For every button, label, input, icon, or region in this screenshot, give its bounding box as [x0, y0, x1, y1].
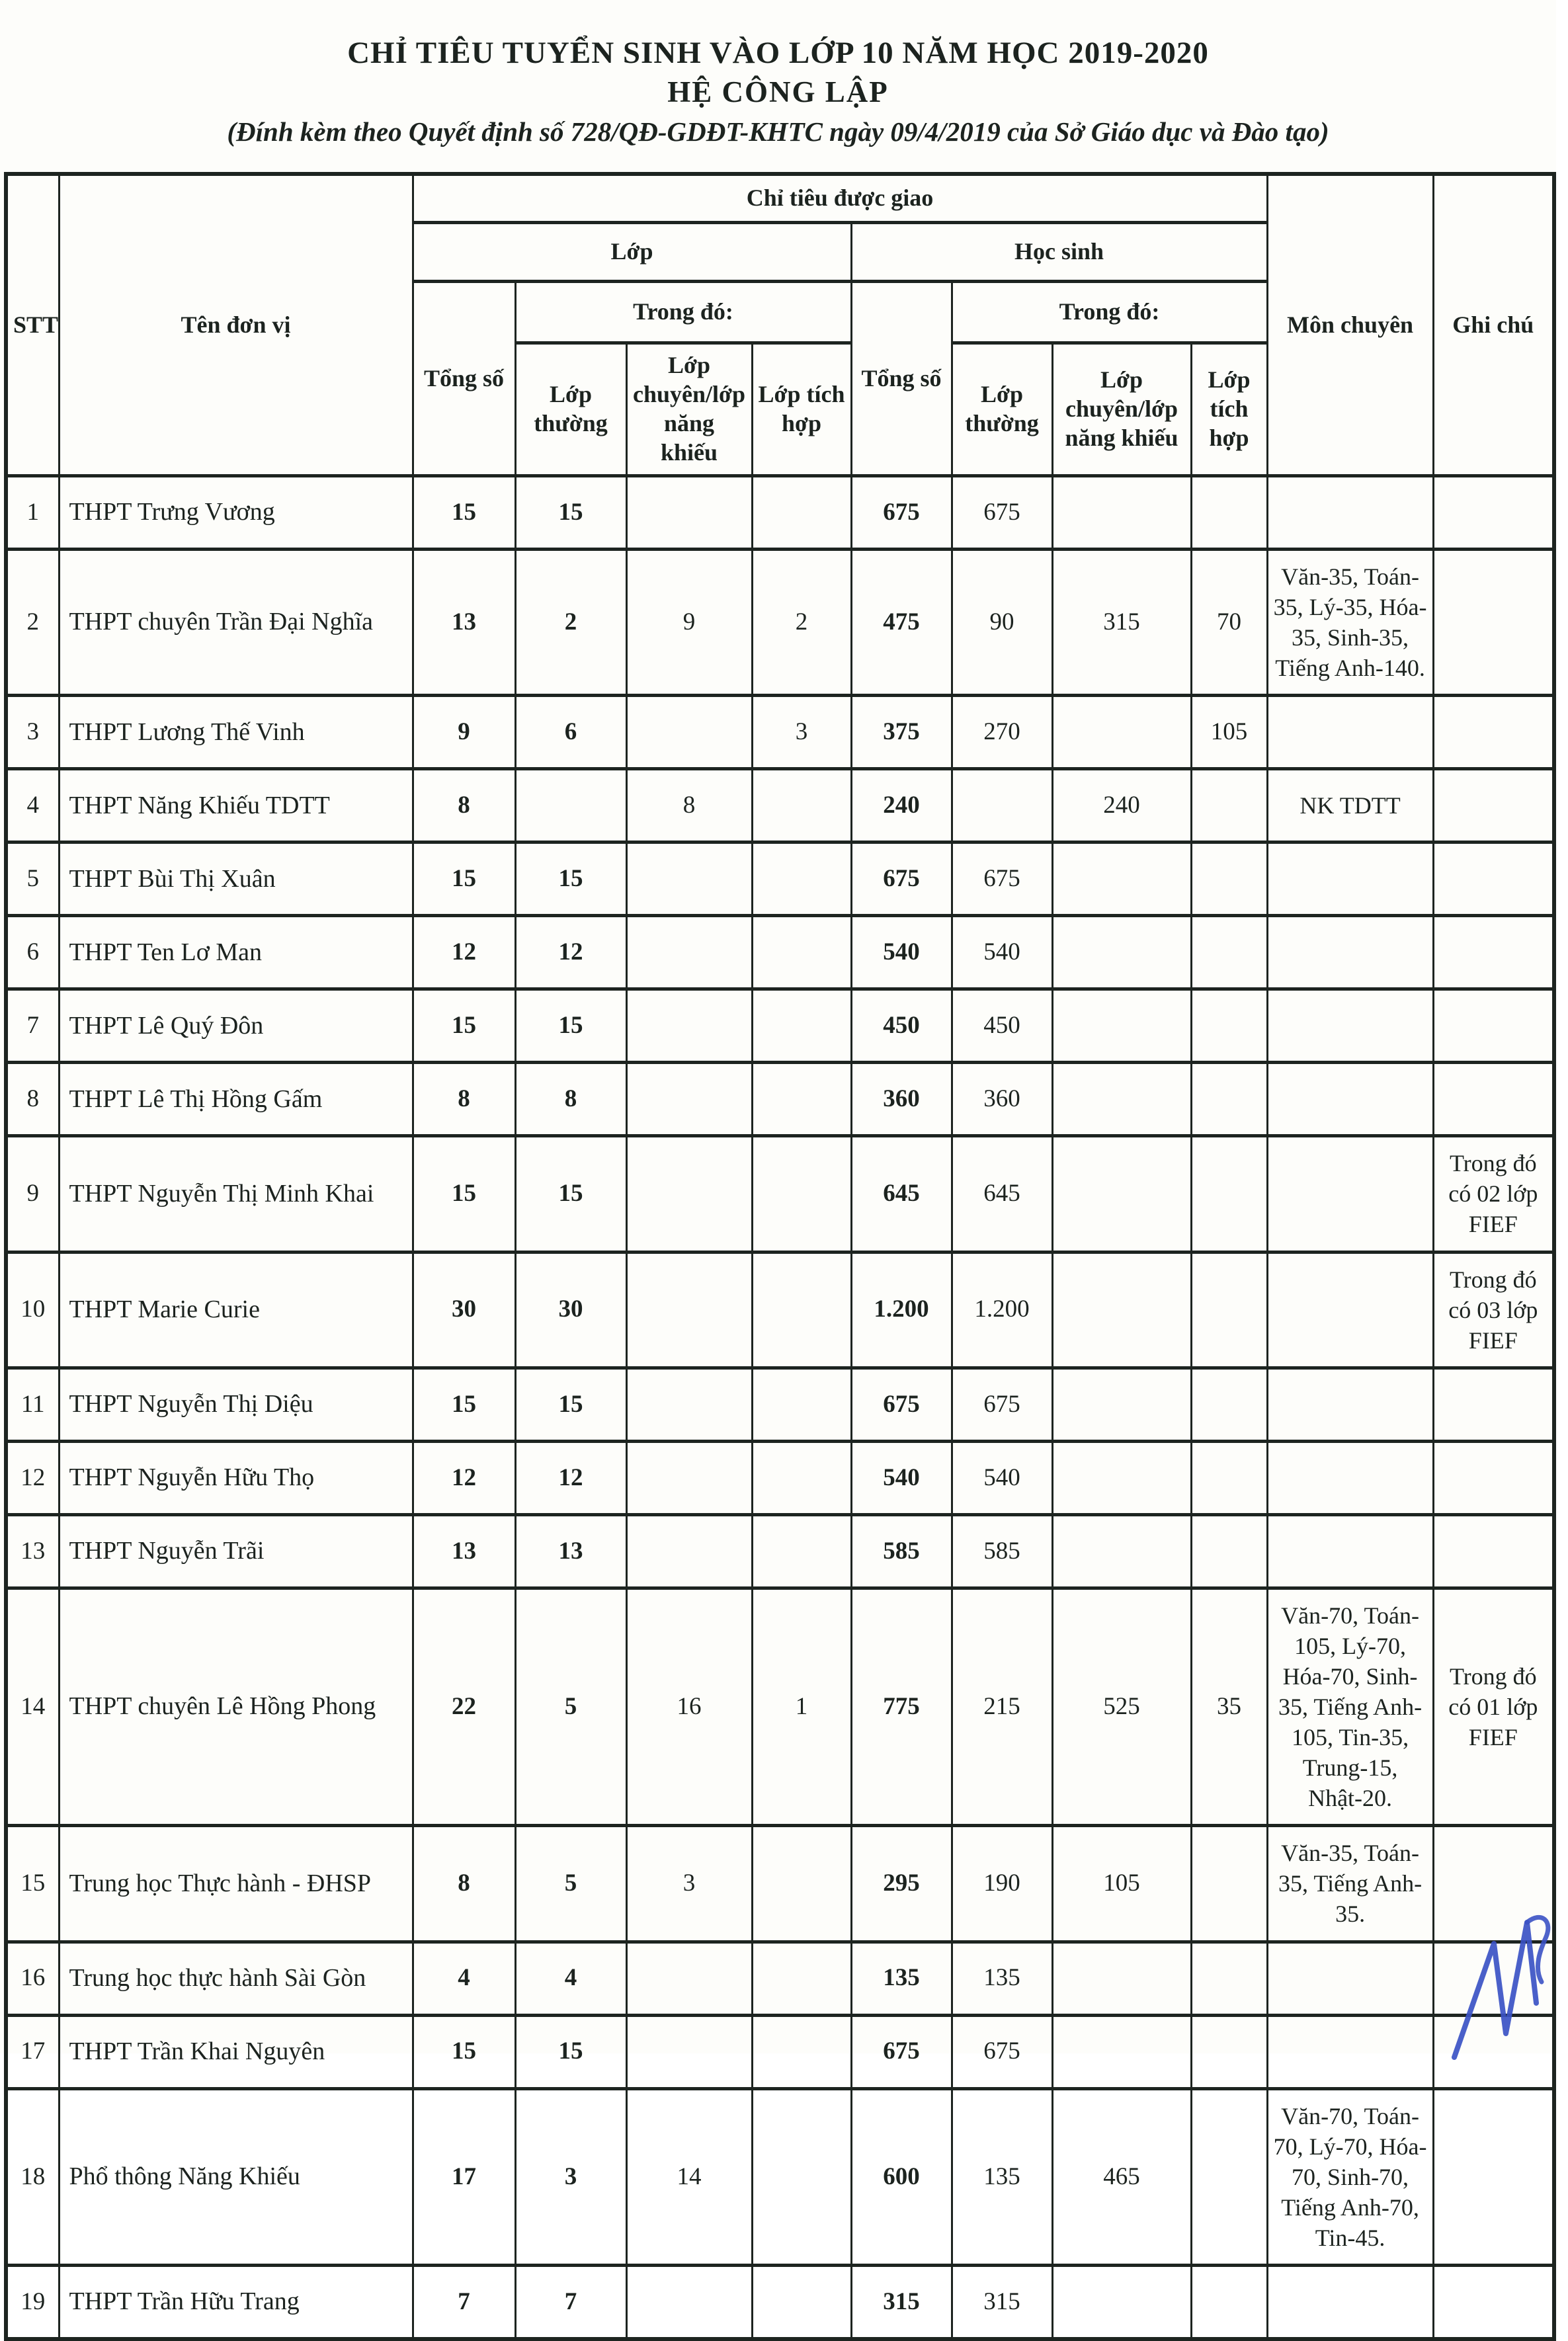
cell-hs-tich-hop: [1191, 769, 1267, 842]
cell-ghi-chu: [1433, 1063, 1554, 1136]
cell-mon-chuyen: Văn-70, Toán-70, Lý-70, Hóa-70, Sinh-70, Tiếng Anh-70, Tin-45.: [1267, 2088, 1433, 2265]
cell-hs-tong: 775: [851, 1588, 952, 1826]
enrollment-quota-table: [4, 172, 1556, 2341]
cell-school-name: THPT Lê Quý Đôn: [59, 989, 413, 1063]
cell-lop-tong: 8: [413, 769, 515, 842]
table-row: [6, 1942, 1554, 2015]
cell-stt: 9: [6, 1136, 59, 1252]
cell-hs-chuyen: [1052, 696, 1191, 769]
table-body: [6, 476, 1554, 2339]
cell-hs-tich-hop: [1191, 989, 1267, 1063]
cell-school-name: Phổ thông Năng Khiếu: [59, 2088, 413, 2265]
cell-stt: 5: [6, 842, 59, 916]
cell-hs-thuong: 645: [952, 1136, 1052, 1252]
cell-lop-tich-hop: 2: [752, 550, 851, 696]
cell-stt: 1: [6, 476, 59, 550]
cell-lop-thuong: 15: [515, 476, 626, 550]
cell-lop-tich-hop: [752, 916, 851, 989]
header-hs-lop-thuong: Lớp thường: [952, 343, 1052, 476]
table-row: [6, 1252, 1554, 1368]
cell-mon-chuyen: [1267, 2265, 1433, 2339]
cell-lop-tong: 15: [413, 2015, 515, 2088]
cell-lop-thuong: [515, 769, 626, 842]
cell-hs-tong: 540: [851, 1441, 952, 1514]
cell-mon-chuyen: [1267, 2015, 1433, 2088]
cell-mon-chuyen: [1267, 1136, 1433, 1252]
cell-hs-chuyen: [1052, 1441, 1191, 1514]
cell-ghi-chu: [1433, 916, 1554, 989]
cell-hs-chuyen: [1052, 2015, 1191, 2088]
cell-lop-chuyen: [626, 1368, 752, 1441]
cell-hs-thuong: 450: [952, 989, 1052, 1063]
cell-hs-tong: 475: [851, 550, 952, 696]
cell-mon-chuyen: [1267, 476, 1433, 550]
cell-ghi-chu: [1433, 2265, 1554, 2339]
cell-hs-thuong: 675: [952, 842, 1052, 916]
cell-hs-tich-hop: [1191, 1136, 1267, 1252]
cell-lop-thuong: 15: [515, 989, 626, 1063]
cell-hs-thuong: 135: [952, 1942, 1052, 2015]
cell-lop-tich-hop: [752, 769, 851, 842]
header-lop-tich-hop: Lớp tích hợp: [752, 343, 851, 476]
cell-lop-thuong: 7: [515, 2265, 626, 2339]
cell-lop-chuyen: [626, 2265, 752, 2339]
cell-mon-chuyen: [1267, 1368, 1433, 1441]
cell-mon-chuyen: [1267, 1441, 1433, 1514]
cell-mon-chuyen: [1267, 696, 1433, 769]
cell-hs-tich-hop: [1191, 1514, 1267, 1588]
cell-lop-thuong: 5: [515, 1588, 626, 1826]
cell-hs-thuong: 675: [952, 1368, 1052, 1441]
cell-hs-tich-hop: [1191, 476, 1267, 550]
cell-hs-tich-hop: [1191, 1252, 1267, 1368]
header-lop-tong-so: Tổng số: [413, 282, 515, 476]
cell-lop-chuyen: [626, 476, 752, 550]
cell-hs-tong: 135: [851, 1942, 952, 2015]
cell-hs-thuong: 360: [952, 1063, 1052, 1136]
table-row: [6, 916, 1554, 989]
header-stt: STT: [6, 174, 59, 476]
table-row: [6, 1588, 1554, 1826]
cell-lop-tich-hop: [752, 476, 851, 550]
cell-lop-tich-hop: [752, 1514, 851, 1588]
cell-hs-chuyen: [1052, 1368, 1191, 1441]
cell-hs-thuong: 190: [952, 1826, 1052, 1942]
cell-hs-thuong: 270: [952, 696, 1052, 769]
cell-hs-tich-hop: 35: [1191, 1588, 1267, 1826]
cell-hs-thuong: 315: [952, 2265, 1052, 2339]
document-title: CHỈ TIÊU TUYỂN SINH VÀO LỚP 10 NĂM HỌC 2019-2020: [347, 36, 1209, 70]
cell-lop-thuong: 15: [515, 2015, 626, 2088]
cell-hs-tong: 450: [851, 989, 952, 1063]
cell-lop-tong: 22: [413, 1588, 515, 1826]
cell-mon-chuyen: [1267, 1514, 1433, 1588]
cell-hs-chuyen: [1052, 916, 1191, 989]
cell-lop-tich-hop: [752, 2015, 851, 2088]
cell-school-name: THPT Marie Curie: [59, 1252, 413, 1368]
header-chi-tieu-duoc-giao: Chỉ tiêu được giao: [413, 174, 1267, 223]
cell-hs-tong: 1.200: [851, 1252, 952, 1368]
cell-hs-tong: 675: [851, 842, 952, 916]
cell-lop-tong: 8: [413, 1063, 515, 1136]
cell-lop-tong: 9: [413, 696, 515, 769]
cell-ghi-chu: [1433, 696, 1554, 769]
cell-lop-chuyen: [626, 1252, 752, 1368]
cell-mon-chuyen: [1267, 1252, 1433, 1368]
cell-lop-tich-hop: [752, 1942, 851, 2015]
cell-lop-thuong: 6: [515, 696, 626, 769]
cell-hs-thuong: 135: [952, 2088, 1052, 2265]
cell-hs-thuong: [952, 769, 1052, 842]
cell-hs-tich-hop: [1191, 2265, 1267, 2339]
cell-ghi-chu: [1433, 989, 1554, 1063]
cell-hs-tong: 675: [851, 1368, 952, 1441]
cell-lop-tong: 8: [413, 1826, 515, 1942]
cell-lop-chuyen: [626, 1136, 752, 1252]
cell-ghi-chu: [1433, 1368, 1554, 1441]
cell-stt: 3: [6, 696, 59, 769]
cell-hs-thuong: 585: [952, 1514, 1052, 1588]
cell-lop-chuyen: [626, 916, 752, 989]
table-row: [6, 2265, 1554, 2339]
cell-ghi-chu: [1433, 2088, 1554, 2265]
cell-hs-tich-hop: [1191, 1063, 1267, 1136]
cell-hs-tich-hop: 105: [1191, 696, 1267, 769]
cell-hs-thuong: 215: [952, 1588, 1052, 1826]
cell-ghi-chu: [1433, 550, 1554, 696]
cell-ghi-chu: Trong đó có 03 lớp FIEF: [1433, 1252, 1554, 1368]
cell-lop-thuong: 3: [515, 2088, 626, 2265]
cell-hs-tong: 375: [851, 696, 952, 769]
cell-hs-tong: 240: [851, 769, 952, 842]
cell-lop-tong: 7: [413, 2265, 515, 2339]
cell-school-name: THPT Trưng Vương: [59, 476, 413, 550]
cell-stt: 12: [6, 1441, 59, 1514]
cell-stt: 14: [6, 1588, 59, 1826]
cell-lop-tich-hop: [752, 2265, 851, 2339]
cell-lop-thuong: 12: [515, 1441, 626, 1514]
cell-lop-tich-hop: [752, 2088, 851, 2265]
cell-stt: 7: [6, 989, 59, 1063]
header-lop-chuyen: Lớp chuyên/lớp năng khiếu: [626, 343, 752, 476]
cell-hs-chuyen: 105: [1052, 1826, 1191, 1942]
cell-lop-tich-hop: [752, 842, 851, 916]
cell-school-name: THPT Năng Khiếu TDTT: [59, 769, 413, 842]
cell-stt: 13: [6, 1514, 59, 1588]
cell-stt: 17: [6, 2015, 59, 2088]
cell-school-name: THPT Nguyễn Thị Minh Khai: [59, 1136, 413, 1252]
cell-hs-tong: 585: [851, 1514, 952, 1588]
cell-hs-tich-hop: [1191, 2015, 1267, 2088]
header-hs-trong-do: Trong đó:: [952, 282, 1267, 343]
cell-school-name: THPT Trần Khai Nguyên: [59, 2015, 413, 2088]
cell-lop-thuong: 15: [515, 1136, 626, 1252]
header-hs-lop-tich-hop: Lớp tích hợp: [1191, 343, 1267, 476]
cell-hs-tong: 645: [851, 1136, 952, 1252]
cell-school-name: Trung học Thực hành - ĐHSP: [59, 1826, 413, 1942]
cell-lop-tong: 13: [413, 1514, 515, 1588]
table-row: [6, 476, 1554, 550]
cell-mon-chuyen: Văn-70, Toán-105, Lý-70, Hóa-70, Sinh-35, Tiếng Anh-105, Tin-35, Trung-15, Nhật-20.: [1267, 1588, 1433, 1826]
table-row: [6, 1826, 1554, 1942]
cell-mon-chuyen: NK TDTT: [1267, 769, 1433, 842]
cell-lop-tong: 12: [413, 1441, 515, 1514]
table-header: [6, 174, 1554, 476]
table-row: [6, 1441, 1554, 1514]
cell-school-name: THPT chuyên Lê Hồng Phong: [59, 1588, 413, 1826]
cell-lop-chuyen: 16: [626, 1588, 752, 1826]
cell-school-name: THPT Nguyễn Trãi: [59, 1514, 413, 1588]
cell-stt: 11: [6, 1368, 59, 1441]
table-row: [6, 2015, 1554, 2088]
cell-lop-tong: 15: [413, 842, 515, 916]
cell-mon-chuyen: Văn-35, Toán-35, Tiếng Anh-35.: [1267, 1826, 1433, 1942]
cell-hs-tich-hop: [1191, 1441, 1267, 1514]
cell-hs-thuong: 540: [952, 916, 1052, 989]
cell-hs-chuyen: 315: [1052, 550, 1191, 696]
cell-ghi-chu: [1433, 1826, 1554, 1942]
cell-lop-thuong: 15: [515, 842, 626, 916]
cell-lop-tong: 17: [413, 2088, 515, 2265]
document-attachment-note: (Đính kèm theo Quyết định số 728/QĐ-GDĐT-KHTC ngày 09/4/2019 của Sở Giáo dục và Đào tạo): [227, 116, 1329, 147]
cell-hs-tong: 675: [851, 476, 952, 550]
cell-stt: 2: [6, 550, 59, 696]
header-hs-lop-chuyen: Lớp chuyên/lớp năng khiếu: [1052, 343, 1191, 476]
cell-school-name: THPT Nguyễn Thị Diệu: [59, 1368, 413, 1441]
cell-mon-chuyen: [1267, 989, 1433, 1063]
cell-hs-tong: 540: [851, 916, 952, 989]
cell-mon-chuyen: [1267, 1063, 1433, 1136]
cell-school-name: THPT Bùi Thị Xuân: [59, 842, 413, 916]
cell-lop-tich-hop: [752, 989, 851, 1063]
cell-ghi-chu: [1433, 1942, 1554, 2015]
cell-hs-tong: 675: [851, 2015, 952, 2088]
cell-stt: 19: [6, 2265, 59, 2339]
cell-hs-tich-hop: [1191, 2088, 1267, 2265]
cell-hs-tich-hop: [1191, 1826, 1267, 1942]
cell-lop-tong: 15: [413, 1136, 515, 1252]
cell-hs-chuyen: 525: [1052, 1588, 1191, 1826]
table-row: [6, 769, 1554, 842]
cell-lop-tich-hop: [752, 1368, 851, 1441]
header-lop-thuong: Lớp thường: [515, 343, 626, 476]
cell-school-name: THPT Lê Thị Hồng Gấm: [59, 1063, 413, 1136]
table-row: [6, 1136, 1554, 1252]
cell-stt: 8: [6, 1063, 59, 1136]
cell-lop-tong: 15: [413, 989, 515, 1063]
header-hs-tong-so: Tổng số: [851, 282, 952, 476]
cell-hs-chuyen: [1052, 842, 1191, 916]
cell-lop-tich-hop: [752, 1063, 851, 1136]
document-subtitle-system: HỆ CÔNG LẬP: [667, 75, 889, 108]
cell-hs-tich-hop: [1191, 916, 1267, 989]
cell-stt: 15: [6, 1826, 59, 1942]
cell-lop-tong: 15: [413, 476, 515, 550]
header-mon-chuyen: Môn chuyên: [1267, 174, 1433, 476]
cell-ghi-chu: [1433, 1441, 1554, 1514]
cell-lop-thuong: 2: [515, 550, 626, 696]
cell-school-name: THPT Lương Thế Vinh: [59, 696, 413, 769]
header-lop-trong-do: Trong đó:: [515, 282, 851, 343]
cell-hs-tich-hop: [1191, 842, 1267, 916]
cell-hs-chuyen: [1052, 989, 1191, 1063]
cell-lop-chuyen: [626, 1063, 752, 1136]
header-lop-group: Lớp: [413, 223, 851, 282]
cell-lop-chuyen: [626, 1942, 752, 2015]
cell-lop-tich-hop: 1: [752, 1588, 851, 1826]
table-row: [6, 1368, 1554, 1441]
cell-school-name: THPT chuyên Trần Đại Nghĩa: [59, 550, 413, 696]
table-row: [6, 696, 1554, 769]
cell-stt: 10: [6, 1252, 59, 1368]
cell-lop-thuong: 15: [515, 1368, 626, 1441]
cell-lop-tong: 13: [413, 550, 515, 696]
cell-lop-chuyen: [626, 842, 752, 916]
cell-lop-chuyen: 3: [626, 1826, 752, 1942]
cell-lop-thuong: 8: [515, 1063, 626, 1136]
cell-lop-tong: 15: [413, 1368, 515, 1441]
cell-school-name: THPT Ten Lơ Man: [59, 916, 413, 989]
cell-lop-thuong: 13: [515, 1514, 626, 1588]
table-row: [6, 2088, 1554, 2265]
cell-mon-chuyen: [1267, 916, 1433, 989]
cell-hs-thuong: 1.200: [952, 1252, 1052, 1368]
cell-stt: 18: [6, 2088, 59, 2265]
cell-lop-chuyen: 9: [626, 550, 752, 696]
cell-lop-chuyen: [626, 696, 752, 769]
cell-school-name: Trung học thực hành Sài Gòn: [59, 1942, 413, 2015]
cell-lop-thuong: 12: [515, 916, 626, 989]
cell-stt: 16: [6, 1942, 59, 2015]
cell-lop-tich-hop: [752, 1136, 851, 1252]
table-row: [6, 550, 1554, 696]
cell-lop-chuyen: [626, 989, 752, 1063]
header-ten-don-vi: Tên đơn vị: [59, 174, 413, 476]
table-row: [6, 989, 1554, 1063]
cell-hs-thuong: 90: [952, 550, 1052, 696]
cell-lop-chuyen: [626, 1514, 752, 1588]
table-row: [6, 1063, 1554, 1136]
table-row: [6, 1514, 1554, 1588]
cell-hs-thuong: 675: [952, 2015, 1052, 2088]
cell-hs-tong: 315: [851, 2265, 952, 2339]
cell-ghi-chu: Trong đó có 02 lớp FIEF: [1433, 1136, 1554, 1252]
cell-hs-chuyen: [1052, 1942, 1191, 2015]
cell-hs-chuyen: [1052, 1136, 1191, 1252]
cell-lop-chuyen: [626, 1441, 752, 1514]
cell-lop-chuyen: 8: [626, 769, 752, 842]
cell-school-name: THPT Nguyễn Hữu Thọ: [59, 1441, 413, 1514]
cell-mon-chuyen: [1267, 842, 1433, 916]
cell-lop-tong: 30: [413, 1252, 515, 1368]
document-title-block: [0, 0, 1556, 152]
table-row: [6, 842, 1554, 916]
cell-mon-chuyen: [1267, 1942, 1433, 2015]
cell-hs-chuyen: [1052, 2265, 1191, 2339]
cell-lop-thuong: 5: [515, 1826, 626, 1942]
cell-hs-tich-hop: [1191, 1942, 1267, 2015]
cell-ghi-chu: [1433, 2015, 1554, 2088]
cell-ghi-chu: [1433, 476, 1554, 550]
cell-hs-tong: 600: [851, 2088, 952, 2265]
cell-lop-tong: 4: [413, 1942, 515, 2015]
cell-ghi-chu: [1433, 842, 1554, 916]
cell-hs-chuyen: 465: [1052, 2088, 1191, 2265]
cell-hs-thuong: 675: [952, 476, 1052, 550]
cell-hs-thuong: 540: [952, 1441, 1052, 1514]
cell-hs-tich-hop: [1191, 1368, 1267, 1441]
cell-hs-tong: 295: [851, 1826, 952, 1942]
cell-mon-chuyen: Văn-35, Toán-35, Lý-35, Hóa-35, Sinh-35, Tiếng Anh-140.: [1267, 550, 1433, 696]
cell-lop-thuong: 4: [515, 1942, 626, 2015]
cell-ghi-chu: [1433, 1514, 1554, 1588]
cell-hs-chuyen: [1052, 476, 1191, 550]
cell-lop-chuyen: [626, 2015, 752, 2088]
cell-ghi-chu: [1433, 769, 1554, 842]
cell-hs-tich-hop: 70: [1191, 550, 1267, 696]
cell-lop-tich-hop: 3: [752, 696, 851, 769]
cell-stt: 6: [6, 916, 59, 989]
cell-ghi-chu: Trong đó có 01 lớp FIEF: [1433, 1588, 1554, 1826]
cell-hs-tong: 360: [851, 1063, 952, 1136]
header-ghi-chu: Ghi chú: [1433, 174, 1554, 476]
cell-hs-chuyen: 240: [1052, 769, 1191, 842]
cell-lop-thuong: 30: [515, 1252, 626, 1368]
cell-stt: 4: [6, 769, 59, 842]
cell-lop-tich-hop: [752, 1826, 851, 1942]
cell-hs-chuyen: [1052, 1063, 1191, 1136]
header-hoc-sinh-group: Học sinh: [851, 223, 1267, 282]
cell-lop-tich-hop: [752, 1441, 851, 1514]
cell-lop-tich-hop: [752, 1252, 851, 1368]
cell-hs-chuyen: [1052, 1252, 1191, 1368]
cell-hs-chuyen: [1052, 1514, 1191, 1588]
cell-lop-chuyen: 14: [626, 2088, 752, 2265]
cell-school-name: THPT Trần Hữu Trang: [59, 2265, 413, 2339]
cell-lop-tong: 12: [413, 916, 515, 989]
